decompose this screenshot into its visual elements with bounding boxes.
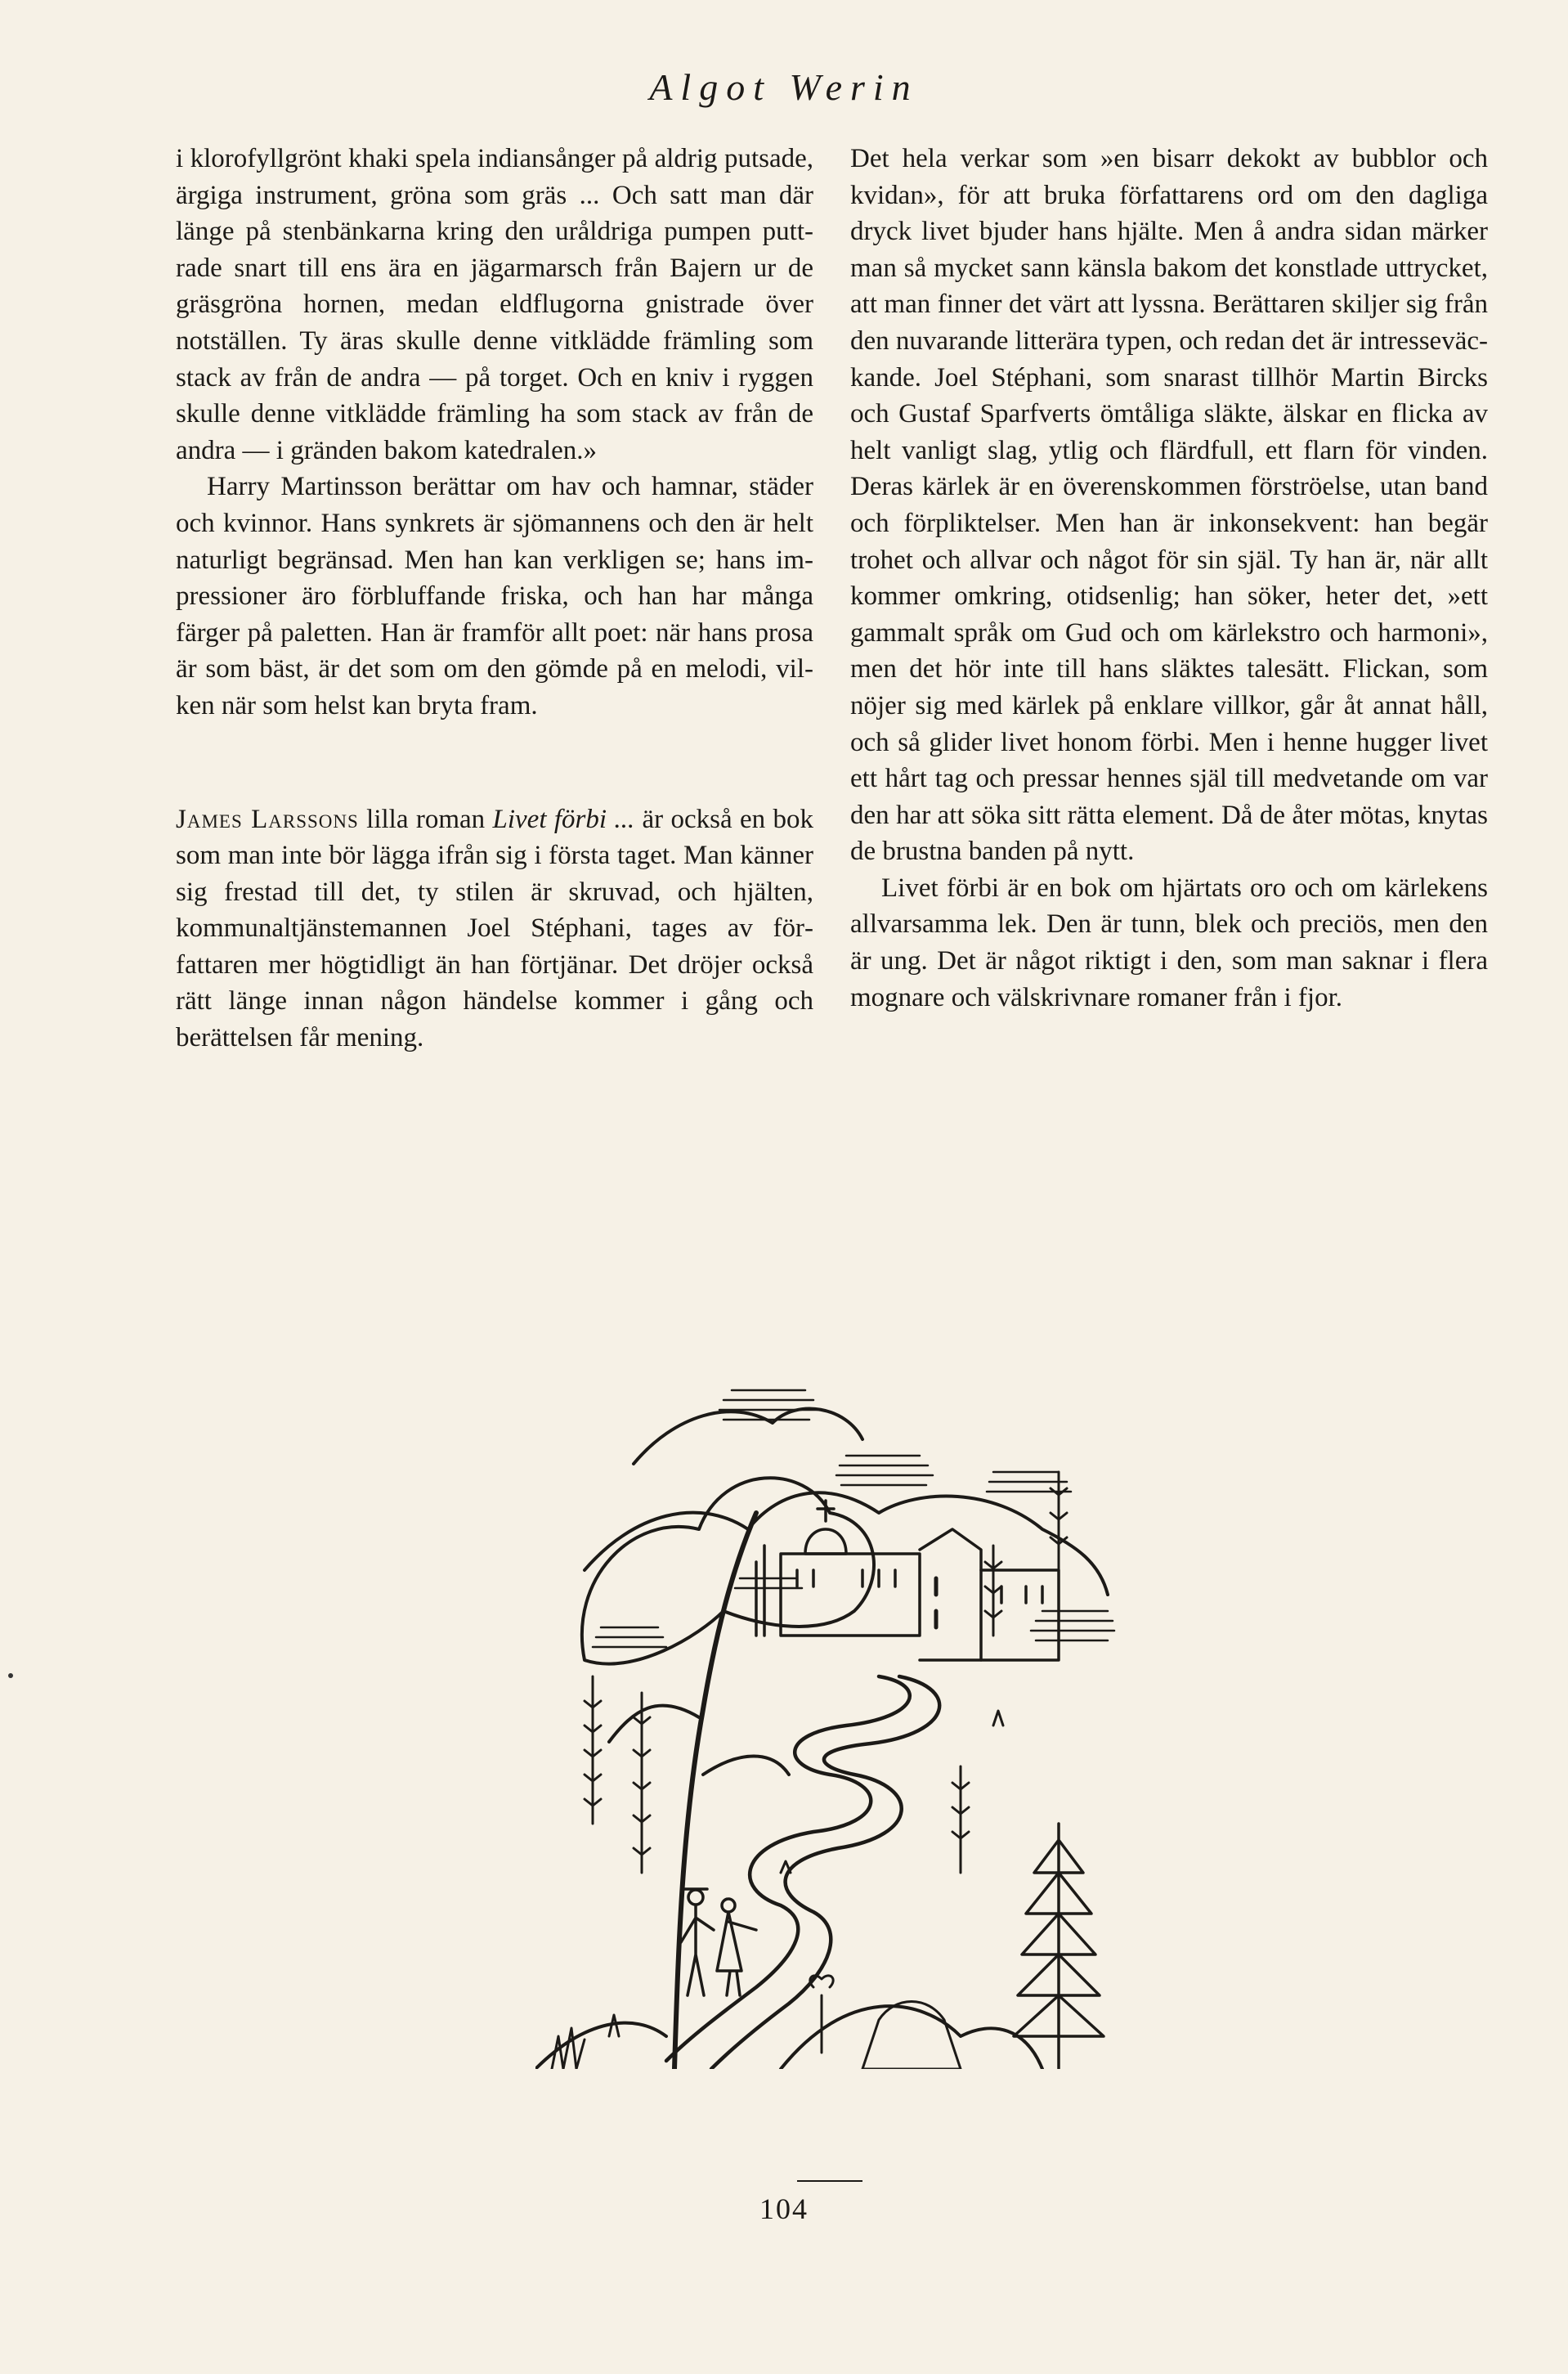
right-column — [850, 141, 1488, 1016]
hanging-foliage — [585, 1472, 1067, 1873]
right-paragraph-2: Livet förbi är en bok om hjärtats oro och om kärlekens allvarsamma lek. Den är tunn, blek och preciös, men den är ung. Det är något riktigt i den, som man saknar i flera mognare och välskrivnare romaner från i fjor. — [850, 873, 1488, 1012]
left-column — [176, 141, 813, 1057]
left-paragraph-1: i klorofyllgrönt khaki spela indiansånger på aldrig putsade, ärgiga instrument, gröna som gräs ... Och satt man där länge på stenbänkarna kring den uråldriga pumpen puttrade snart till ens ära en jägarmarsch från Bajern ur de gräsgröna hornen, medan eldflugorna gnistrade över notställen. Ty äras skulle denne vitklädde främling som stack av från de andra — på torget. Och en kniv i ryggen skulle denne vitklädde främling ha som stack av från de andra — i gränden bakom katedralen.» — [176, 144, 813, 465]
ink-speck — [8, 1673, 13, 1678]
river-bank — [711, 1676, 939, 2069]
folio-rule — [797, 2180, 862, 2182]
author-name: James Larssons — [176, 804, 359, 834]
rock — [862, 2002, 961, 2070]
running-head: Algot Werin — [649, 66, 919, 108]
paragraph-3-connector: lilla roman — [358, 804, 493, 834]
right-paragraph-1: Det hela verkar som »en bisarr dekokt av bubblor och kvidan», för att bruka författarens ord om den dagliga dryck livet bjuder hans hjälte. Men å andra sidan märker man så mycket sann känsla bakom det konstlade uttrycket, att man finner det värt att lyssna. Berättaren skiljer sig från den nuvarande litterära typen, och redan det är intresseväckande. Joel Stéphani, som snarast tillhör Martin Bircks och Gustaf Sparfverts ömtåliga släkte, älskar en flicka av helt vanligt slag, ytlig och flärdfull, ett flarn för vinden. Deras kärlek är en överenskommen förströelse, utan band och förpliktelser. Men han är inkonsekvent: han begär trohet och allvar och något för sin själ. Ty han är, när allt kommer omkring, otidsenlig; han söker, heter det, »ett gammalt språk om Gud och om kärlekstro och harmoni», men det hör inte till hans släktes talesätt. Flickan, som nöjer sig med kärlek på enklare villkor, går åt annat håll, och så glider livet honom förbi. Men i henne hugger livet ett hårt tag och pressar hennes själ till medvetande om var den har att söka sitt rätta element. Då de åter mötas, knytas de brustna banden på nytt. — [850, 144, 1488, 867]
strolling-couple — [681, 1889, 756, 1995]
left-paragraph-2: Harry Martinsson berättar om hav och hamnar, städer och kvinnor. Hans synkrets är sjömannens och den är helt naturligt begränsad. Men han kan verkligen se; hans impressioner äro förbluffande friska, och han har många färger på paletten. Han är framför allt poet: när hans prosa är som bäst, är det som om den gömde på en melodi, vilken när som helst kan bryta fram. — [176, 472, 813, 720]
book-title: Livet förbi ... — [492, 804, 635, 834]
town-buildings — [756, 1501, 1059, 1660]
landscape-illustration — [535, 1366, 1124, 2069]
hill-ridge — [634, 1409, 862, 1464]
fir-tree — [1014, 1824, 1104, 2069]
left-paragraph-3 — [176, 801, 813, 1057]
paragraph-3-body: är också en bok som man inte bör lägga ifrån sig i första taget. Man känner sig frestad till det, ty stilen är skruvad, och hjälten, kommunaltjänstemannen Joel Stéphani, tages av författaren mer högtidligt än han förtjänar. Det dröjer också rätt länge innan någon händelse kommer i gång och berättelsen får mening. — [176, 804, 814, 1053]
flower — [810, 1976, 833, 2053]
landscape-drawing — [535, 1366, 1124, 2069]
large-tree-trunk — [674, 1513, 756, 2069]
foreground-ground — [535, 2006, 1042, 2069]
page-number: 104 — [759, 2192, 809, 2225]
